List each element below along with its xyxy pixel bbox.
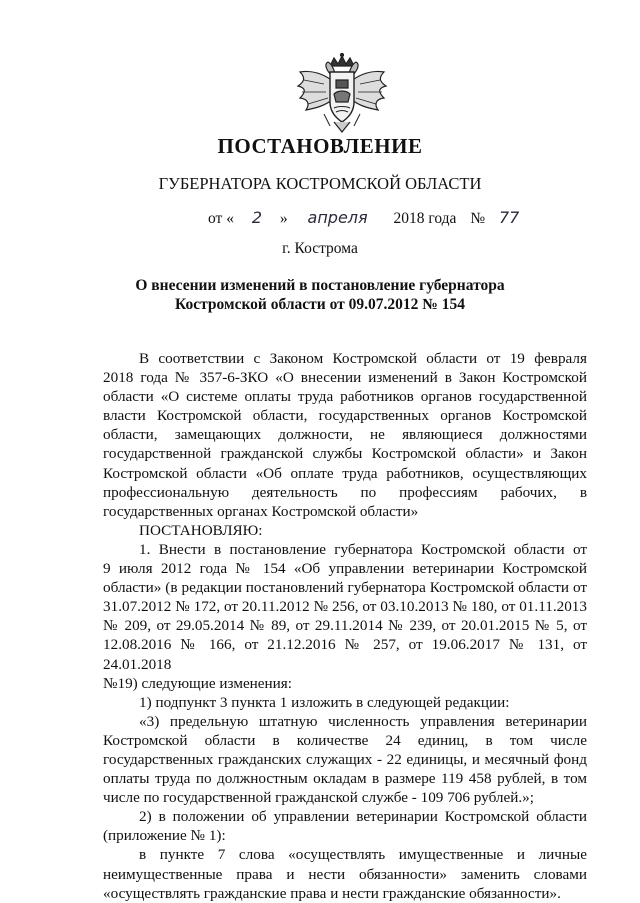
- text-line: «осуществлять гражданские права и нести гражданские обязанности».: [103, 884, 561, 902]
- text-line: 1) подпункт 3 пункта 1 изложить в следующей редакции:: [139, 693, 510, 711]
- coat-of-arms-emblem: [294, 52, 390, 136]
- number-sign: №: [470, 210, 486, 227]
- text-line: 2018 года № 357-6-ЗКО «О внесении изменений в Закон Костромской: [103, 369, 587, 387]
- date-year: 2018 года: [393, 210, 457, 227]
- heading-line: О внесении изменений в постановление губернатора: [135, 277, 505, 294]
- text-line: 12.08.2016 № 166, от 21.12.2016 № 257, от 19.06.2017 № 131, от 24.01.2018: [103, 636, 587, 673]
- text-line: государственной гражданской службы Костромской области» и Закон: [103, 445, 587, 463]
- text-line: власти Костромской области, государственных органов Костромской: [103, 407, 587, 425]
- text-line: числе по государственной гражданской службе - 109 706 рублей.»;: [103, 789, 534, 807]
- text-line: 31.07.2012 № 172, от 20.11.2012 № 256, от 03.10.2013 № 180, от 01.11.2013: [103, 598, 587, 616]
- text-line: государственных органах Костромской области»: [103, 502, 419, 520]
- document-body: [103, 349, 587, 903]
- text-line: 1. Внести в постановление губернатора Костромской области от: [139, 540, 587, 558]
- date-close-quote: »: [279, 210, 288, 227]
- text-line: оплаты труда по должностным окладам в размере 119 458 рублей, в том: [103, 770, 587, 788]
- issuer-name: ГУБЕРНАТОРА КОСТРОМСКОЙ ОБЛАСТИ: [158, 174, 482, 193]
- city-name: г. Кострома: [282, 240, 358, 257]
- date-month: апреля: [307, 208, 368, 227]
- text-line: 9 июля 2012 года № 154 «Об управлении ветеринарии Костромской: [103, 560, 587, 578]
- date-day: 2: [251, 208, 263, 227]
- text-line: профессиональную деятельность по профессиям рабочих, в: [103, 483, 587, 501]
- text-line: области «О системе оплаты труда работников органов государственной: [103, 388, 587, 406]
- heading-line: Костромской области от 09.07.2012 № 154: [175, 296, 465, 313]
- text-line: области, замещающих должности, не являющиеся должностями: [103, 426, 587, 444]
- date-prefix: от «: [208, 210, 234, 227]
- text-line: «3) предельную штатную численность управления ветеринарии: [139, 712, 587, 730]
- text-line: В соответствии с Законом Костромской области от 19 февраля: [139, 350, 587, 367]
- text-line: (приложение № 1):: [103, 827, 226, 845]
- text-line: в пункте 7 слова «осуществлять имущественные и личные: [139, 846, 587, 864]
- text-line: Костромской области «Об оплате труда работников, осуществляющих: [103, 464, 587, 482]
- text-line: неимущественные права и нести обязанности» заменить словами: [103, 865, 587, 883]
- text-line: области» (в редакции постановлений губернатора Костромской области от: [103, 579, 587, 597]
- date-line: [208, 208, 519, 228]
- decree-word: ПОСТАНОВЛЯЮ:: [139, 521, 263, 539]
- document-title: ПОСТАНОВЛЕНИЕ: [217, 134, 423, 158]
- text-line: 2) в положении об управлении ветеринарии Костромской области: [139, 808, 587, 826]
- decree-number: 77: [498, 208, 520, 227]
- text-line: Костромской области в количестве 24 единиц, в том числе: [103, 731, 587, 749]
- document-heading: [0, 276, 640, 314]
- text-line: №19) следующие изменения:: [103, 674, 293, 692]
- text-line: № 209, от 29.05.2014 № 89, от 29.11.2014 № 239, от 20.01.2015 № 5, от: [103, 617, 587, 635]
- text-line: государственных гражданских служащих - 22 единицы, и месячный фонд: [103, 750, 587, 768]
